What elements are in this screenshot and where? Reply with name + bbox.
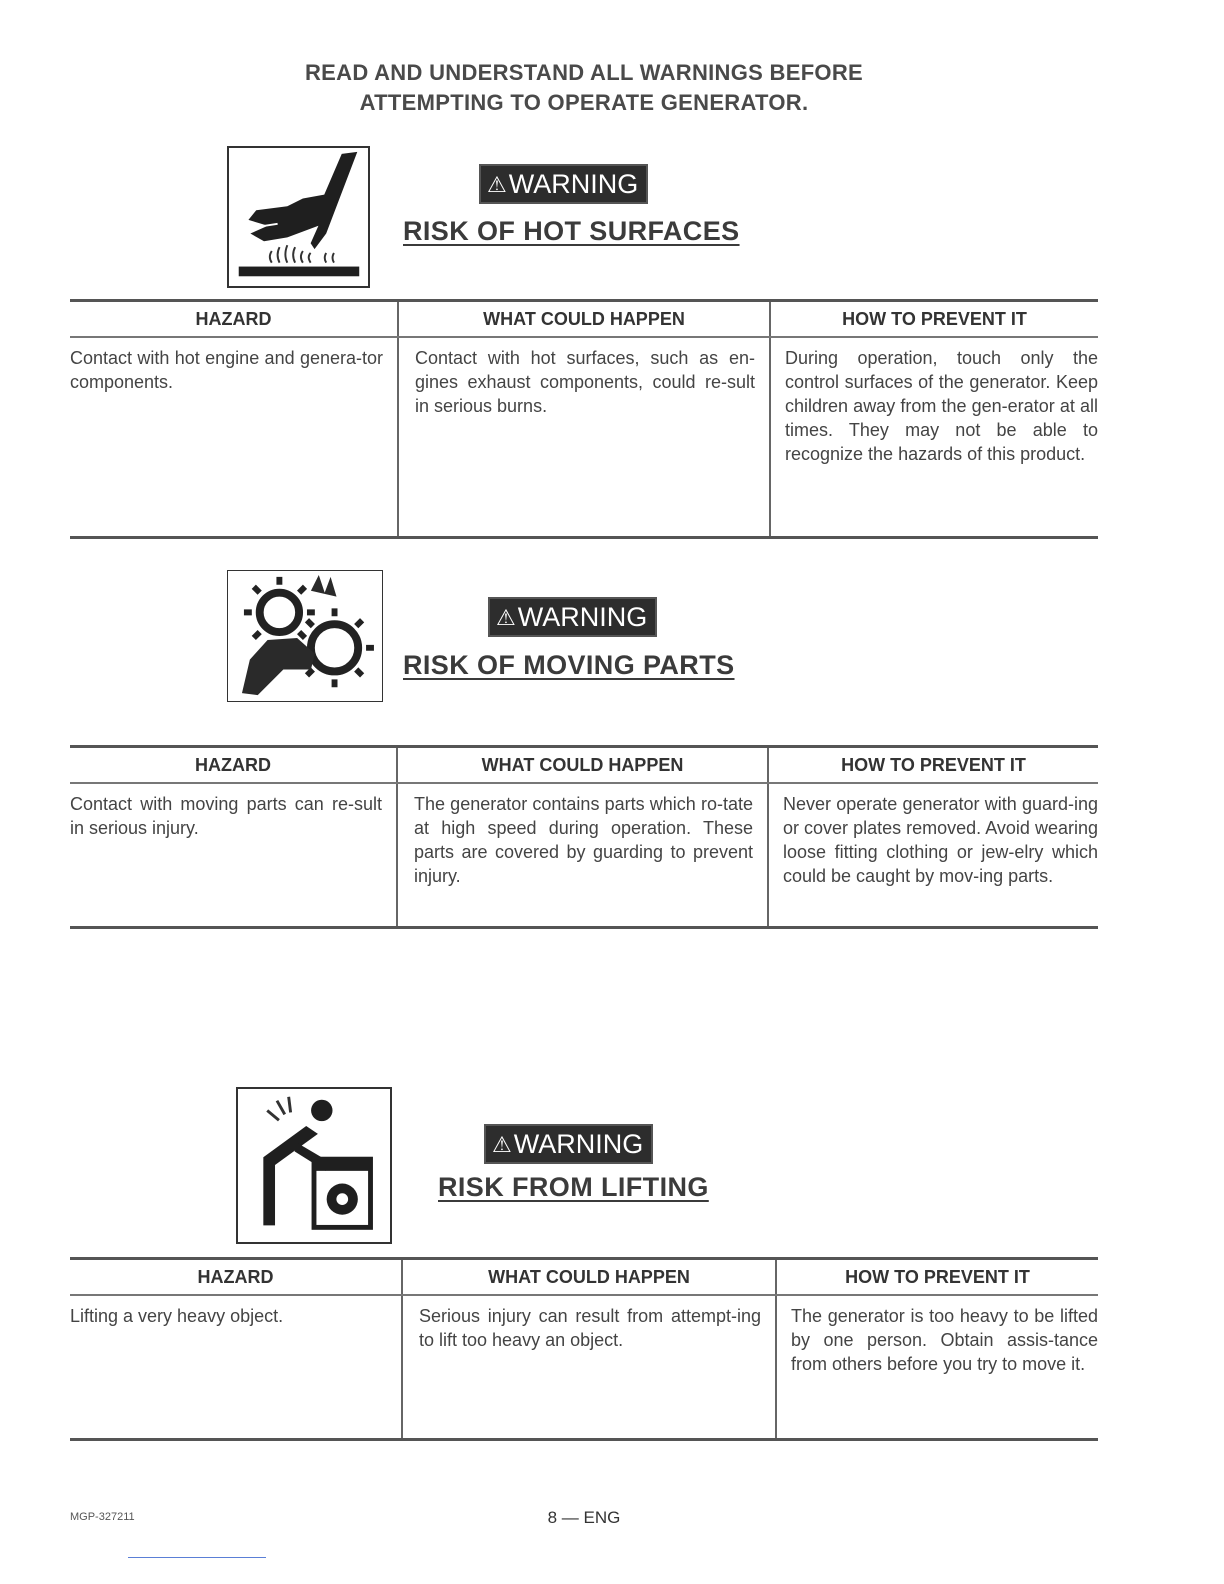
warning-badge bbox=[484, 1124, 653, 1164]
prevent-cell: During operation, touch only the control surfaces of the generator. Keep children away from the gen-erator at all times. They may not be able to recognize the hazards of this product. bbox=[770, 337, 1098, 538]
column-header-hazard: HAZARD bbox=[70, 747, 397, 784]
heading-line-2: ATTEMPTING TO OPERATE GENERATOR. bbox=[359, 90, 809, 115]
column-header-what: WHAT COULD HAPPEN bbox=[397, 747, 768, 784]
warning-badge bbox=[488, 597, 657, 637]
hazard-table bbox=[70, 1257, 1098, 1441]
warning-badge-label: WARNING bbox=[513, 1129, 644, 1159]
column-header-hazard: HAZARD bbox=[70, 301, 398, 338]
table-header-row bbox=[70, 1259, 1098, 1296]
column-header-prevent: HOW TO PREVENT IT bbox=[776, 1259, 1098, 1296]
table-row bbox=[70, 337, 1098, 538]
table-header-row bbox=[70, 301, 1098, 338]
prevent-cell: The generator is too heavy to be lifted by one person. Obtain assis-tance from others before you try to move it. bbox=[776, 1295, 1098, 1440]
risk-title: RISK OF MOVING PARTS bbox=[403, 650, 735, 680]
table-row bbox=[70, 1295, 1098, 1440]
risk-title: RISK OF HOT SURFACES bbox=[403, 216, 740, 246]
page-heading bbox=[0, 58, 1168, 118]
what-cell: Serious injury can result from attempt-ing to lift too heavy an object. bbox=[402, 1295, 776, 1440]
warning-badge-label: WARNING bbox=[508, 169, 639, 199]
what-cell: Contact with hot surfaces, such as en-gines exhaust components, could re-sult in serious burns. bbox=[398, 337, 770, 538]
prevent-cell: Never operate generator with guard-ing or cover plates removed. Avoid wearing loose fitting clothing or jew-elry which could be caught by mov-ing parts. bbox=[768, 783, 1098, 928]
warning-badge-label: WARNING bbox=[517, 602, 648, 632]
column-header-prevent: HOW TO PREVENT IT bbox=[770, 301, 1098, 338]
warning-triangle-icon: ⚠ bbox=[496, 605, 516, 630]
table-header-row bbox=[70, 747, 1098, 784]
hazard-cell: Contact with hot engine and genera-tor components. bbox=[70, 337, 398, 538]
warning-triangle-icon: ⚠ bbox=[487, 172, 507, 197]
warning-badge bbox=[479, 164, 648, 204]
column-header-prevent: HOW TO PREVENT IT bbox=[768, 747, 1098, 784]
heading-line-1: READ AND UNDERSTAND ALL WARNINGS BEFORE bbox=[304, 60, 864, 85]
lifting-person-icon bbox=[236, 1087, 392, 1244]
table-row bbox=[70, 783, 1098, 928]
divider bbox=[128, 1557, 266, 1558]
page-number: 8 — ENG bbox=[547, 1508, 621, 1527]
moving-gears-hand-icon bbox=[227, 570, 383, 702]
hazard-table bbox=[70, 299, 1098, 539]
risk-title: RISK FROM LIFTING bbox=[438, 1172, 709, 1202]
what-cell: The generator contains parts which ro-tate at high speed during operation. These parts are covered by guarding to prevent injury. bbox=[397, 783, 768, 928]
hazard-cell: Contact with moving parts can re-sult in serious injury. bbox=[70, 783, 397, 928]
column-header-what: WHAT COULD HAPPEN bbox=[398, 301, 770, 338]
hazard-cell: Lifting a very heavy object. bbox=[70, 1295, 402, 1440]
hot-surface-hand-icon bbox=[227, 146, 370, 288]
column-header-hazard: HAZARD bbox=[70, 1259, 402, 1296]
warning-triangle-icon: ⚠ bbox=[492, 1132, 512, 1157]
column-header-what: WHAT COULD HAPPEN bbox=[402, 1259, 776, 1296]
hazard-table bbox=[70, 745, 1098, 929]
document-code: MGP-327211 bbox=[70, 1511, 135, 1523]
